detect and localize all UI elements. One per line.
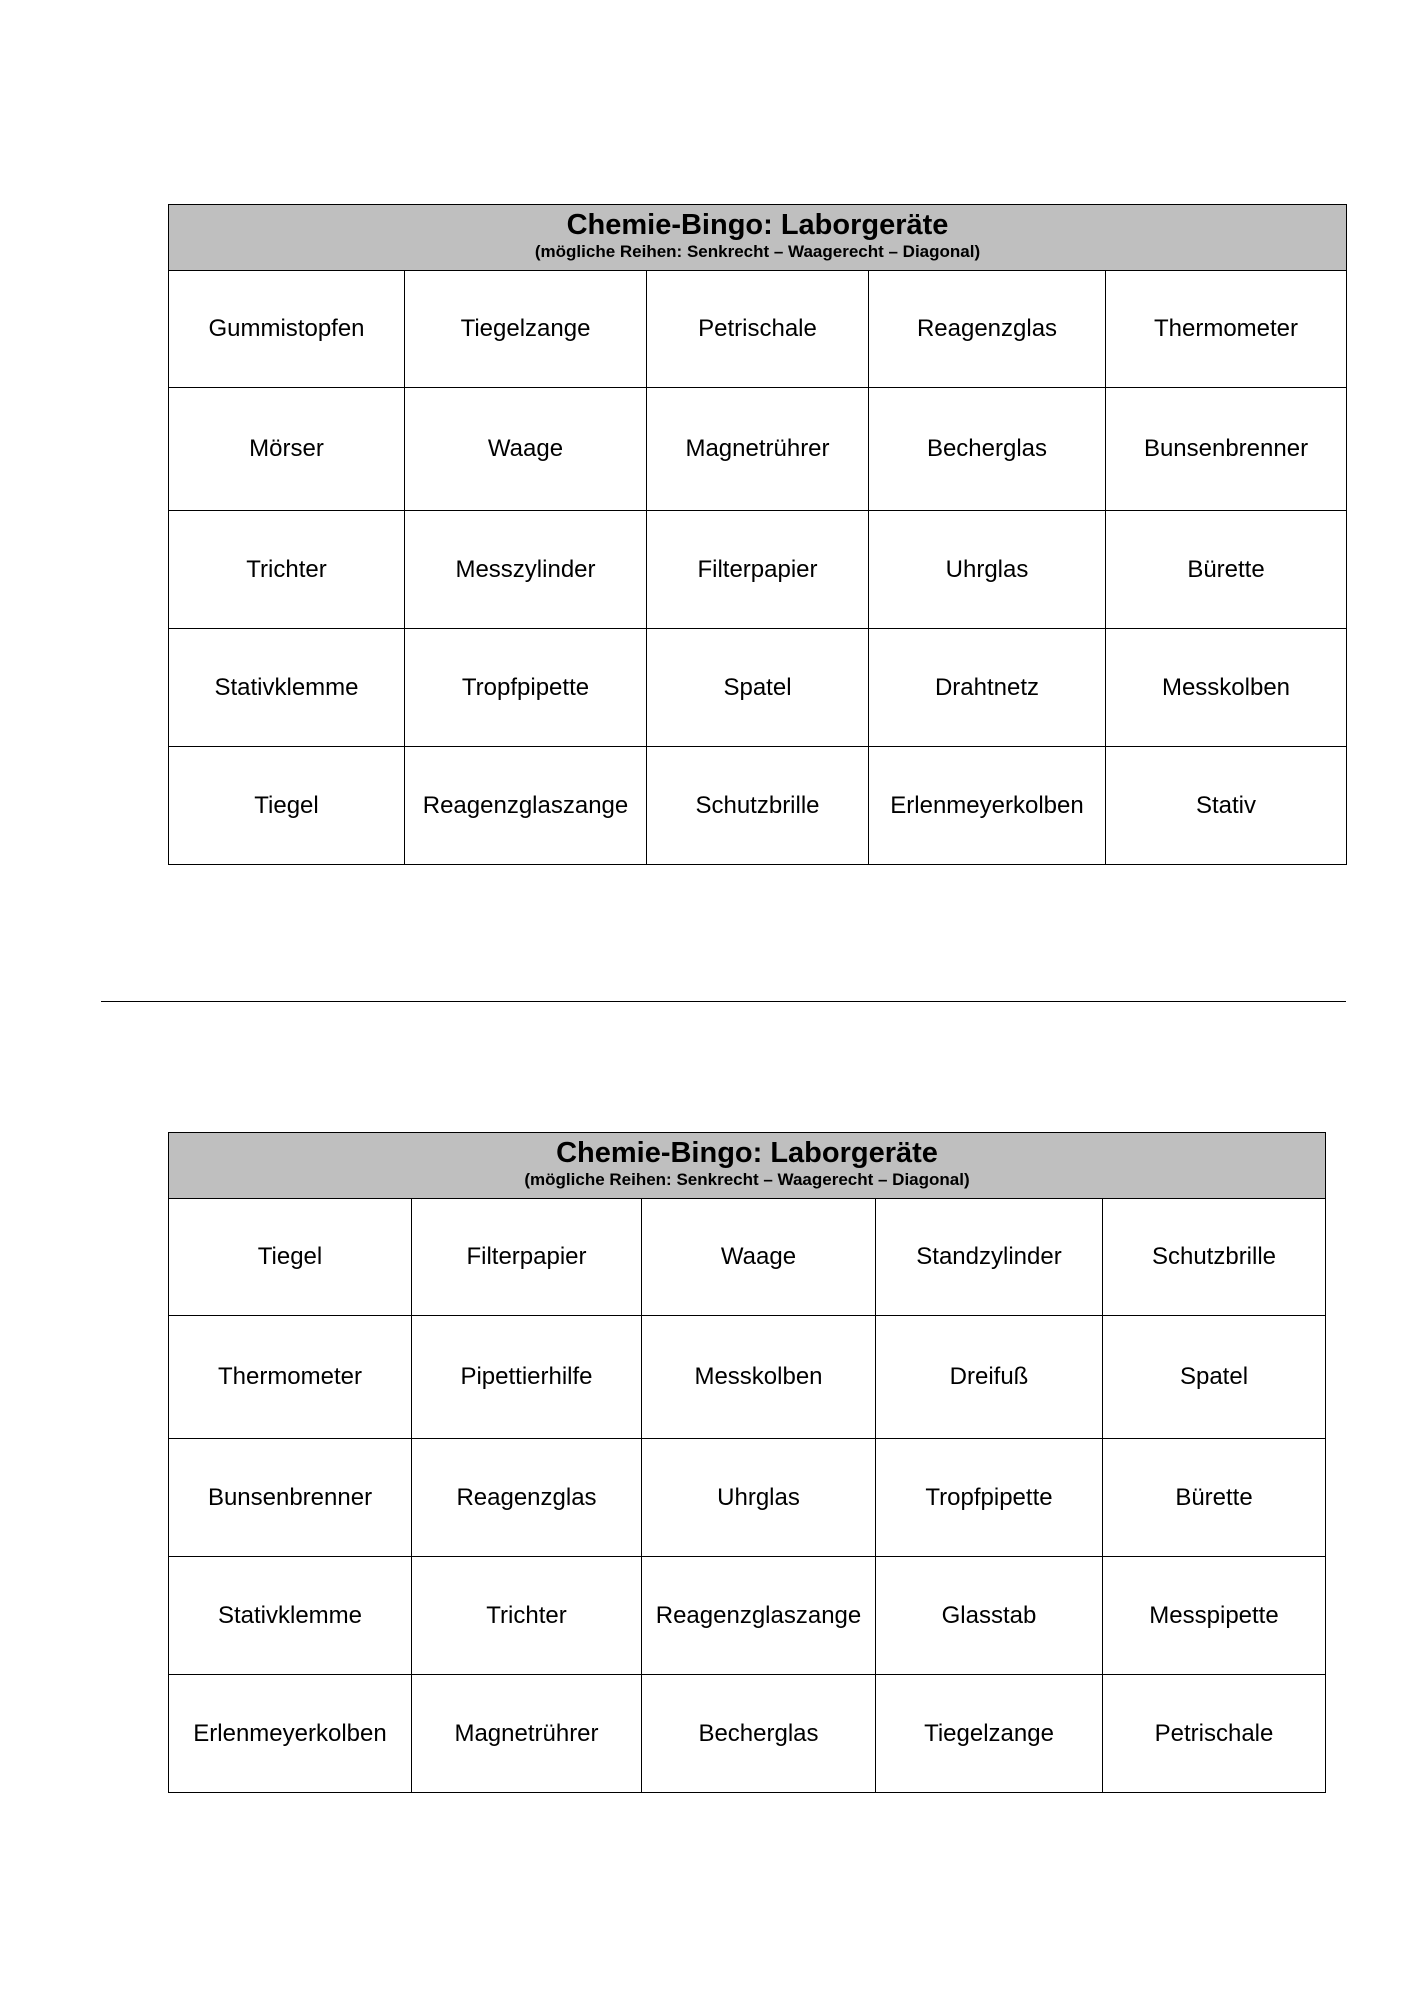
bingo-cell: Messkolben — [642, 1316, 876, 1439]
bingo-cell: Filterpapier — [647, 511, 869, 629]
bingo-cell: Waage — [405, 388, 647, 511]
card-title: Chemie-Bingo: Laborgeräte — [556, 1137, 938, 1169]
table-row — [169, 747, 1347, 865]
bingo-cell: Thermometer — [169, 1316, 412, 1439]
card-subtitle: (mögliche Reihen: Senkrecht – Waagerecht – Diagonal) — [534, 242, 981, 261]
cut-line — [101, 1001, 1346, 1002]
table-row — [169, 271, 1347, 388]
bingo-cell: Reagenzglaszange — [642, 1557, 876, 1675]
card-title: Chemie-Bingo: Laborgeräte — [566, 209, 949, 241]
bingo-cell: Petrischale — [647, 271, 869, 388]
table-row — [169, 1199, 1326, 1316]
bingo-cell: Bunsenbrenner — [169, 1439, 412, 1557]
bingo-cell: Drahtnetz — [869, 629, 1106, 747]
bingo-cell: Stativklemme — [169, 1557, 412, 1675]
bingo-cell: Mörser — [169, 388, 405, 511]
table-row — [169, 629, 1347, 747]
bingo-cell: Bürette — [1103, 1439, 1326, 1557]
bingo-cell: Gummistopfen — [169, 271, 405, 388]
bingo-cell: Uhrglas — [869, 511, 1106, 629]
bingo-cell: Standzylinder — [876, 1199, 1103, 1316]
bingo-cell: Tiegel — [169, 1199, 412, 1316]
bingo-cell: Reagenzglas — [412, 1439, 642, 1557]
bingo-cell: Pipettierhilfe — [412, 1316, 642, 1439]
bingo-cell: Filterpapier — [412, 1199, 642, 1316]
table-row — [169, 1439, 1326, 1557]
bingo-cell: Becherglas — [869, 388, 1106, 511]
bingo-cell: Tiegelzange — [876, 1675, 1103, 1793]
card-header — [169, 205, 1347, 271]
bingo-cell: Reagenzglas — [869, 271, 1106, 388]
bingo-cell: Trichter — [169, 511, 405, 629]
bingo-cell: Stativ — [1106, 747, 1347, 865]
card-subtitle: (mögliche Reihen: Senkrecht – Waagerecht – Diagonal) — [524, 1170, 970, 1189]
bingo-cell: Tropfpipette — [876, 1439, 1103, 1557]
bingo-cell: Glasstab — [876, 1557, 1103, 1675]
bingo-cell: Waage — [642, 1199, 876, 1316]
bingo-cell: Reagenzglaszange — [405, 747, 647, 865]
bingo-cell: Messzylinder — [405, 511, 647, 629]
table-row — [169, 1316, 1326, 1439]
bingo-cell: Becherglas — [642, 1675, 876, 1793]
bingo-cell: Schutzbrille — [1103, 1199, 1326, 1316]
bingo-cell: Magnetrührer — [647, 388, 869, 511]
bingo-cell: Thermometer — [1106, 271, 1347, 388]
bingo-cell: Bürette — [1106, 511, 1347, 629]
bingo-cell: Messpipette — [1103, 1557, 1326, 1675]
table-row — [169, 511, 1347, 629]
bingo-cell: Magnetrührer — [412, 1675, 642, 1793]
bingo-cell: Spatel — [647, 629, 869, 747]
bingo-cell: Erlenmeyerkolben — [169, 1675, 412, 1793]
bingo-cell: Petrischale — [1103, 1675, 1326, 1793]
card-header — [169, 1133, 1326, 1199]
bingo-cell: Bunsenbrenner — [1106, 388, 1347, 511]
bingo-cell: Trichter — [412, 1557, 642, 1675]
table-row — [169, 1557, 1326, 1675]
bingo-card-1 — [168, 204, 1347, 865]
table-row — [169, 1675, 1326, 1793]
bingo-cell: Dreifuß — [876, 1316, 1103, 1439]
bingo-cell: Stativklemme — [169, 629, 405, 747]
table-row — [169, 388, 1347, 511]
bingo-cell: Uhrglas — [642, 1439, 876, 1557]
bingo-cell: Tiegelzange — [405, 271, 647, 388]
bingo-card-2 — [168, 1132, 1326, 1793]
bingo-cell: Tropfpipette — [405, 629, 647, 747]
bingo-cell: Spatel — [1103, 1316, 1326, 1439]
bingo-cell: Erlenmeyerkolben — [869, 747, 1106, 865]
bingo-cell: Tiegel — [169, 747, 405, 865]
bingo-cell: Schutzbrille — [647, 747, 869, 865]
bingo-cell: Messkolben — [1106, 629, 1347, 747]
